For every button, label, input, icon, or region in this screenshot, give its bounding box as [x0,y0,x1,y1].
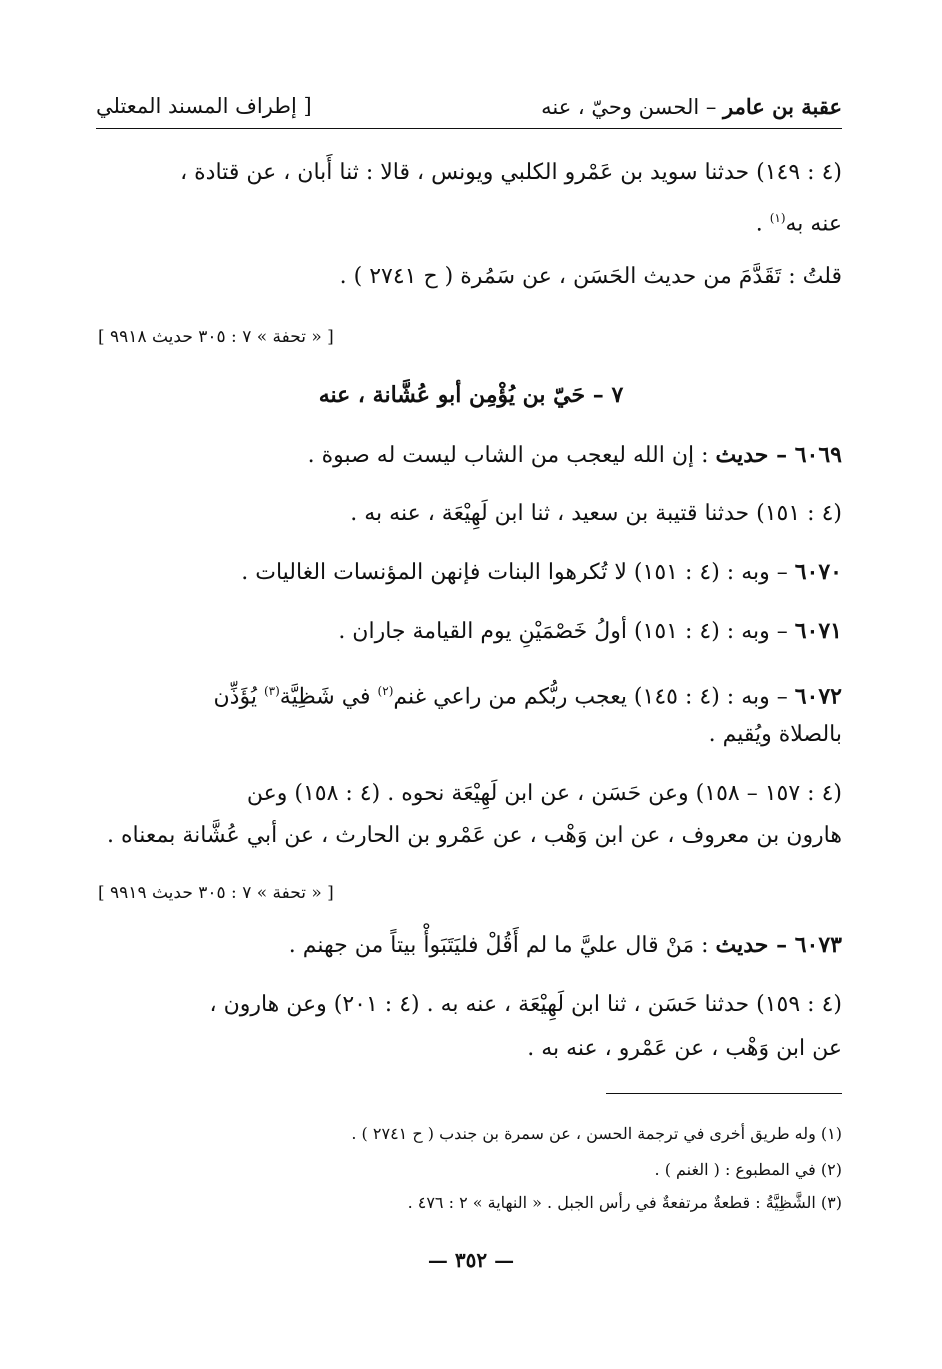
note-line: قلتُ : تَقَدَّمَ من حديث الحَسَن ، عن سَمُرة ( ح ٢٧٤١ ) . [339,264,842,289]
text-line: عن ابن وَهْب ، عن عَمْرو ، عنه به . [527,1036,842,1061]
footnote-ref: (١) [769,211,786,225]
hadith-number: ٦٠٧٠ [794,559,842,585]
running-header [96,88,842,129]
hadith-number: ٦٠٧٣ [794,932,842,958]
hadith-6072: ٦٠٧٢ – وبه : (٤ : ١٤٥) يعجب ربُّكم من راعي غنم$^{(٢)}$ في شَظِيَّة$^{(٣)}$ يُؤَذِّن [213,683,842,710]
footnote-divider [606,1093,842,1094]
page-number: — ٣٥٢ — [427,1248,515,1272]
text-line: هارون بن معروف ، عن ابن وَهْب ، عن عَمْرو بن الحارث ، عن أبي عُشَّانة بمعناه . [107,823,842,848]
header-chapter-rest: – الحسن وحيّ ، عنه [541,95,724,119]
tuhfa-reference: [ « تحفة » ٧ : ٣٠٥ حديث ٩٩١٩ ] [98,883,334,903]
tuhfa-reference: [ « تحفة » ٧ : ٣٠٥ حديث ٩٩١٨ ] [98,327,334,347]
hadith-6073: ٦٠٧٣ – حديث : مَنْ قال عليَّ ما لم أَقُلْ فليَتَبَوأْ بيتاً من جهنم . [288,932,842,958]
footnote-ref: (٢) [377,684,394,698]
text-line: (٤ : ١٥٧ – ١٥٨) وعن حَسَن ، عن ابن لَهِيْعَة نحوه . (٤ : ١٥٨) وعن [246,781,842,806]
header-book-title: [ إطراف المسند المعتلي [96,94,312,118]
footnote: (١) وله طريق أخرى في ترجمة الحسن ، عن سمرة بن جندب ( ح ٢٧٤١ ) . [351,1124,842,1143]
hadith-6070: ٦٠٧٠ – وبه : (٤ : ١٥١) لا تُكرهوا البنات فإنهن المؤنسات الغاليات . [241,559,842,585]
section-heading: ٧ – حَيّ بن يُؤْمِن أبو عُشَّانة ، عنه [318,382,624,408]
header-chapter [541,94,842,119]
text-line: بالصلاة ويُقيم . [708,722,842,747]
text-line: (٤ : ١٤٩) حدثنا سويد بن عَمْرو الكلبي ويونس ، قالا : ثنا أَبان ، عن قتادة ، [180,160,842,185]
text-line: عنه به$^{(١)}$ . [755,211,842,237]
footnote: (٢) في المطبوع : ( الغنم ) . [654,1160,842,1179]
text-line: (٤ : ١٥٩) حدثنا حَسَن ، ثنا ابن لَهِيْعَة ، عنه به . (٤ : ٢٠١) وعن هارون ، [209,992,842,1017]
footnote-ref: (٣) [263,684,280,698]
hadith-6069: ٦٠٦٩ – حديث : إن الله ليعجب من الشاب ليست له صبوة . [307,442,842,468]
hadith-keyword: – حديث [715,932,795,958]
footnote: (٣) الشَّظِيَّةُ : قطعةٌ مرتفعةٌ في رأس الجبل . « النهاية » ٢ : ٤٧٦ . [407,1193,842,1212]
hadith-number: ٦٠٦٩ [794,442,842,468]
hadith-number: ٦٠٧١ [794,618,842,644]
hadith-6071: ٦٠٧١ – وبه : (٤ : ١٥١) أولُ خَصْمَيْنِ يوم القيامة جاران . [338,618,842,644]
hadith-number: ٦٠٧٢ [794,683,842,710]
text-line: (٤ : ١٥١) حدثنا قتيبة بن سعيد ، ثنا ابن لَهِيْعَة ، عنه به . [350,501,842,526]
hadith-keyword: – حديث [715,442,795,468]
header-chapter-bold: عقبة بن عامر [723,94,842,119]
